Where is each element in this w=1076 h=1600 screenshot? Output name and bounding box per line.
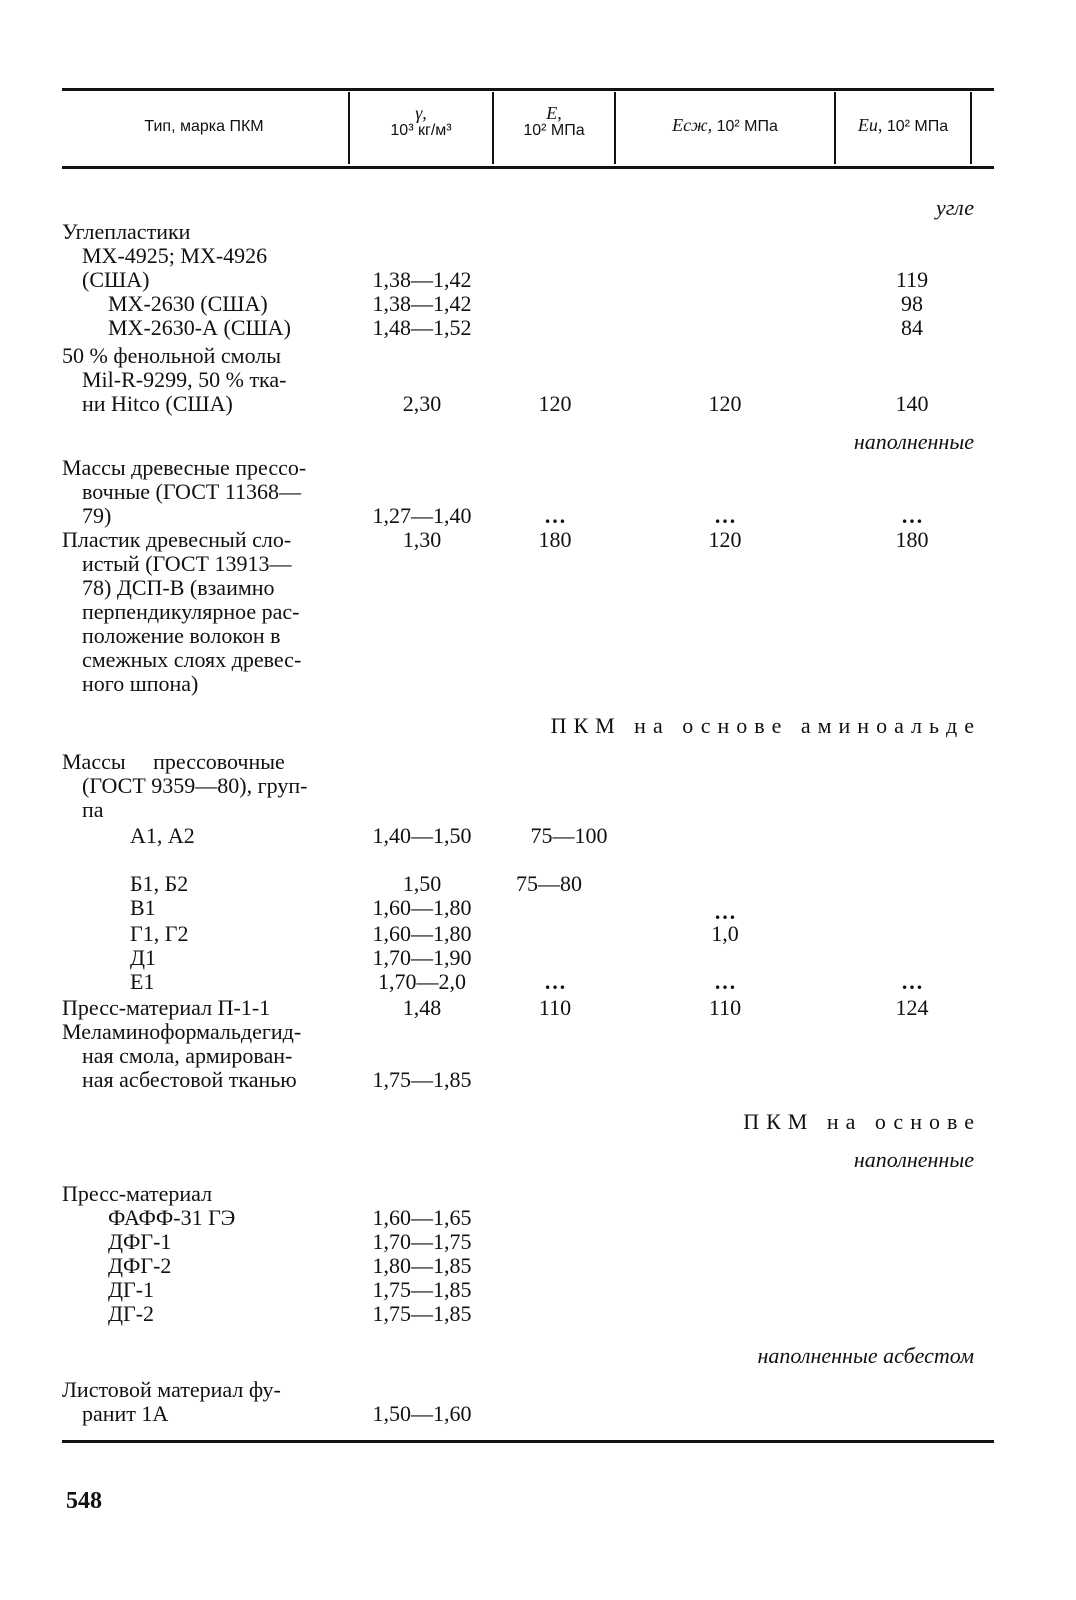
header-bending-modulus: Eи, 10² МПа: [857, 115, 949, 135]
ellipsis-mark: …: [714, 503, 736, 528]
table-bottom-rule: [62, 1440, 994, 1443]
table-row: ранит 1А 1,50—1,60: [82, 1401, 472, 1426]
table-row: Массы древесные прессо-: [62, 455, 307, 480]
table-row: 50 % фенольной смолы: [62, 343, 282, 368]
table-row: 78) ДСП-В (взаимно: [82, 575, 275, 600]
table-row: перпендикулярное рас-: [82, 599, 300, 624]
table-row: па: [82, 797, 104, 822]
table-row: Массы прессовочные: [62, 749, 285, 774]
table-row: Mil-R-9299, 50 % тка-: [82, 367, 287, 392]
ellipsis-mark: …: [544, 503, 566, 528]
section-heading: наполненные асбестом: [757, 1343, 974, 1368]
table-row: МХ-2630-А (США) 1,48—1,52 84: [108, 315, 923, 340]
header-modulus: E, 10² МПа: [523, 103, 585, 139]
table-row: ная асбестовой тканью 1,75—1,85: [82, 1067, 472, 1092]
section-heading: ПКМ на основе: [743, 1109, 981, 1134]
table-row: ДГ-2 1,75—1,85: [108, 1301, 472, 1326]
table-row: Е1 1,70—2,0 … … …: [0, 970, 1076, 994]
page-number: 548: [66, 1488, 102, 1514]
table-row: истый (ГОСТ 13913—: [82, 551, 292, 576]
header-density: γ, 10³ кг/м³: [390, 103, 452, 139]
table-row: (США) 1,38—1,42 119: [82, 267, 929, 292]
table-row: ни Hitco (США) 2,30 120 120 140: [82, 391, 929, 416]
header-compression-modulus: Eсж, 10² МПа: [672, 115, 778, 135]
header-divider: [970, 92, 972, 164]
table-row: Меламиноформальдегид-: [62, 1019, 302, 1044]
ellipsis-mark: …: [901, 503, 923, 528]
table-row: ного шпона): [82, 671, 199, 696]
table-top-rule: [62, 88, 994, 91]
table-row: МХ-4925; МХ-4926: [82, 243, 268, 268]
table-row: Листовой материал фу-: [62, 1377, 281, 1402]
table-row: Д1 1,70—1,90: [130, 945, 472, 970]
table-row: ДФГ-1 1,70—1,75: [108, 1229, 472, 1254]
table-row: 79) 1,27—1,40 … … …: [0, 504, 1076, 528]
table-row: Б1, Б2 1,50 75—80: [130, 871, 582, 896]
table-row: ная смола, армирован-: [82, 1043, 293, 1068]
table-row: Углепластики: [62, 219, 191, 244]
table-row: вочные (ГОСТ 11368—: [82, 479, 302, 504]
section-heading: наполненные: [853, 429, 974, 454]
ellipsis-mark: …: [714, 899, 736, 924]
section-heading: наполненные: [853, 1147, 974, 1172]
table-row: Пресс-материал П-1-1 1,48 110 110 124: [62, 995, 929, 1020]
ellipsis-mark: …: [544, 969, 566, 994]
table-row: смежных слоях древес-: [82, 647, 302, 672]
table-row: ФАФФ-31 ГЭ 1,60—1,65: [108, 1205, 472, 1230]
table-row: Пресс-материал: [62, 1181, 213, 1206]
table-row: положение волокон в: [82, 623, 281, 648]
table-row: Г1, Г2 1,60—1,80 1,0: [130, 921, 739, 946]
header-material-type: Тип, марка ПКМ: [144, 118, 264, 135]
table-row: ДФГ-2 1,80—1,85: [108, 1253, 472, 1278]
ellipsis-mark: …: [901, 969, 923, 994]
table-row: Пластик древесный сло- 1,30 180 120 180: [62, 527, 929, 552]
table-header-rule: [62, 166, 994, 169]
table-row: ДГ-1 1,75—1,85: [108, 1277, 472, 1302]
table-row: МХ-2630 (США) 1,38—1,42 98: [108, 291, 923, 316]
table-row: (ГОСТ 9359—80), груп-: [82, 773, 308, 798]
table-row: В1 1,60—1,80 …: [0, 896, 1076, 920]
section-heading: угле: [936, 195, 974, 220]
table-row: А1, А2 1,40—1,50 75—100: [130, 823, 608, 848]
ellipsis-mark: …: [714, 969, 736, 994]
section-heading: ПКМ на основе аминоальде: [550, 713, 981, 738]
